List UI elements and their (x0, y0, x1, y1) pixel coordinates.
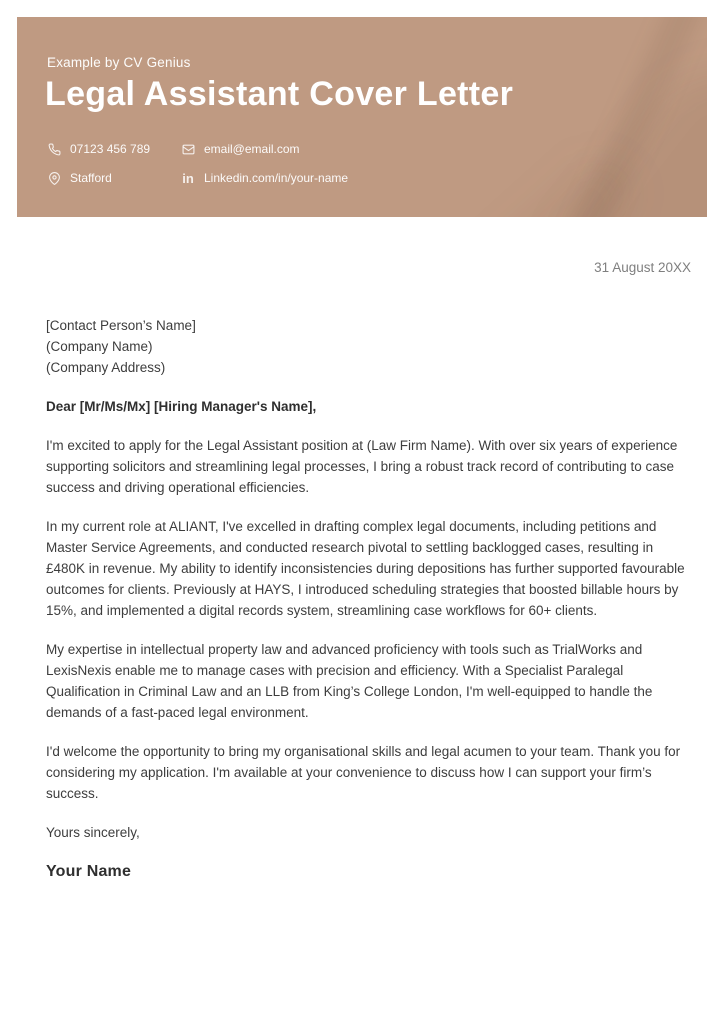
leaf-shadow-decoration (454, 144, 649, 217)
paragraph-expertise: My expertise in intellectual property law and advanced proficiency with tools such as TrialWorks and LexisNexis enable me to manage cases with precision and efficiency. With a Specialist Paralegal Qualification in Criminal Law and an LLB from King’s College London, I'm well-equipped to handle the demands of a fast-paced legal environment. (46, 642, 653, 720)
leaf-shadow-decoration (526, 43, 707, 217)
recipient-block (46, 315, 691, 378)
letter-date: 31 August 20XX (594, 260, 691, 275)
paragraph-introduction: I'm excited to apply for the Legal Assistant position at (Law Firm Name). With over six years of experience supporting solicitors and streamlining legal processes, I bring a robust track record of contributing to case success and driving operational efficiencies. (46, 438, 678, 495)
sign-off: Yours sincerely, (46, 825, 140, 840)
leaf-shadow-decoration (552, 17, 707, 217)
paragraph-call-to-action: I'd welcome the opportunity to bring my organisational skills and legal acumen to your team. Thank you for considering my application. I'm available at your convenience to discuss how I can support your firm’s success. (46, 744, 681, 801)
envelope-icon (181, 142, 195, 156)
paragraph-experience: In my current role at ALIANT, I've excelled in drafting complex legal documents, including petitions and Master Service Agreements, and conducted research pivotal to settling backlogged cases, resulting in £480K in revenue. My ability to identify inconsistencies during depositions has further supported favourable outcomes for clients. Previously at HAYS, I introduced scheduling strategies that boosted billable hours by 15%, and implemented a digital records system, streamlining case workflows for 60+ clients. (46, 519, 685, 618)
contact-location (47, 171, 181, 185)
contact-info (47, 142, 348, 185)
contact-phone (47, 142, 181, 156)
contact-email (181, 142, 348, 156)
location-text: Stafford (70, 171, 112, 185)
recipient-contact-name: [Contact Person’s Name] (46, 318, 196, 333)
recipient-company-name: (Company Name) (46, 339, 153, 354)
recipient-company-address: (Company Address) (46, 360, 166, 375)
example-byline: Example by CV Genius (47, 55, 191, 70)
greeting: Dear [Mr/Ms/Mx] [Hiring Manager's Name], (46, 399, 317, 414)
signature-name: Your Name (46, 863, 132, 880)
phone-number: 07123 456 789 (70, 142, 151, 156)
linkedin-url: Linkedin.com/in/your-name (204, 171, 349, 185)
email-address: email@email.com (204, 142, 300, 156)
linkedin-in-icon: in (182, 170, 194, 186)
letter-body (46, 258, 691, 882)
contact-linkedin (181, 171, 348, 185)
header-banner (17, 17, 707, 217)
phone-icon (47, 142, 61, 156)
location-pin-icon (47, 171, 61, 185)
page-title: Legal Assistant Cover Letter (45, 75, 514, 113)
